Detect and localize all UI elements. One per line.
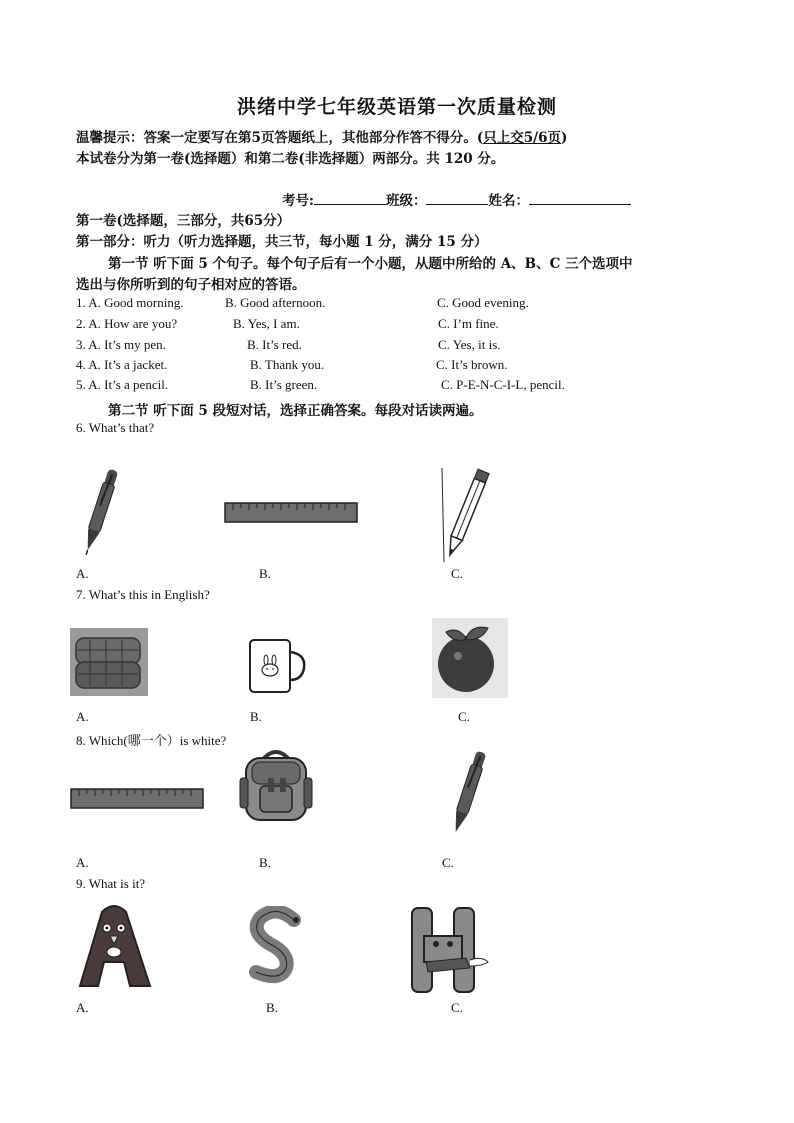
q1-option-a: 1. A. Good morning. xyxy=(76,295,184,310)
letter-a-bird-icon xyxy=(74,898,154,988)
volume1-heading: 第一卷(选择题，三部分，共65分） xyxy=(76,213,291,229)
q3-option-a: 3. A. It’s my pen. xyxy=(76,337,166,352)
name-label: 姓名： xyxy=(488,193,529,209)
exam-no-label: 考号: xyxy=(282,193,314,209)
q3-option-c: C. Yes, it is. xyxy=(438,337,501,352)
q1-option-c: C. Good evening. xyxy=(437,295,529,310)
q6-label-c: C. xyxy=(451,566,463,581)
q4-option-b: B. Thank you. xyxy=(250,357,325,372)
q4-option-c: C. It’s brown. xyxy=(436,357,508,372)
intro: 本试卷分为第一卷(选择题）和第二卷(非选择题）两部分。共 120 分。 xyxy=(76,151,505,167)
q7-label-c: C. xyxy=(458,709,470,724)
section1-line1: 第一节 听下面 5 个句子。每个句子后有一个小题，从题中所给的 A、B、C 三个选项中 xyxy=(108,256,633,272)
orange-icon xyxy=(432,618,508,698)
q8-label-a: A. xyxy=(76,855,89,870)
letter-s-snake-icon xyxy=(246,906,306,990)
section2-heading: 第二节 听下面 5 段短对话，选择正确答案。每段对话读两遍。 xyxy=(108,403,483,419)
pencil-icon xyxy=(440,466,492,564)
q8-label-c: C. xyxy=(442,855,454,870)
quilt-icon xyxy=(70,628,148,696)
q9-label-a: A. xyxy=(76,1000,89,1015)
q6-question: 6. What’s that? xyxy=(76,420,155,435)
part1-heading: 第一部分：听力（听力选择题，共三节，每小题 1 分，满分 15 分） xyxy=(76,234,488,250)
exam-no-field[interactable] xyxy=(314,192,386,205)
page-title: 洪绪中学七年级英语第一次质量检测 xyxy=(236,96,557,118)
class-field[interactable] xyxy=(426,192,488,205)
mug-icon xyxy=(244,636,310,696)
q2-option-a: 2. A. How are you? xyxy=(76,316,178,331)
q9-label-b: B. xyxy=(266,1000,278,1015)
q5-option-c: C. P-E-N-C-I-L, pencil. xyxy=(441,377,565,392)
backpack-icon xyxy=(238,748,314,824)
q8-label-b: B. xyxy=(259,855,271,870)
q1-option-b: B. Good afternoon. xyxy=(225,295,326,310)
pen-icon xyxy=(446,748,490,840)
notice-suffix: ) xyxy=(561,130,568,146)
q9-label-c: C. xyxy=(451,1000,463,1015)
q4-option-a: 4. A. It’s a jacket. xyxy=(76,357,168,372)
notice xyxy=(76,126,567,146)
q7-label-a: A. xyxy=(76,709,89,724)
q5-option-a: 5. A. It’s a pencil. xyxy=(76,377,169,392)
q7-label-b: B. xyxy=(250,709,262,724)
notice-prefix: 温馨提示：答案一定要写在第5页答题纸上，其他部分作答不得分。( xyxy=(76,130,484,146)
q5-option-b: B. It’s green. xyxy=(250,377,318,392)
q6-label-b: B. xyxy=(259,566,271,581)
ruler-icon xyxy=(224,502,364,524)
student-info xyxy=(282,189,631,209)
q7-question: 7. What’s this in English? xyxy=(76,587,210,602)
q8-question: 8. Which(哪一个）is white? xyxy=(76,733,227,748)
q3-option-b: B. It’s red. xyxy=(247,337,302,352)
class-label: 班级： xyxy=(385,193,427,209)
q6-label-a: A. xyxy=(76,566,89,581)
ruler-icon xyxy=(70,788,206,810)
section1-line2: 选出与你所听到的句子相对应的答语。 xyxy=(76,277,306,293)
q2-option-c: C. I’m fine. xyxy=(438,316,499,331)
letter-h-rabbit-icon xyxy=(404,902,492,994)
q9-question: 9. What is it? xyxy=(76,876,146,891)
pen-icon xyxy=(78,466,122,558)
q2-option-b: B. Yes, I am. xyxy=(233,316,300,331)
name-field[interactable] xyxy=(529,192,631,205)
notice-underlined: 只上交5/6页 xyxy=(483,130,561,146)
